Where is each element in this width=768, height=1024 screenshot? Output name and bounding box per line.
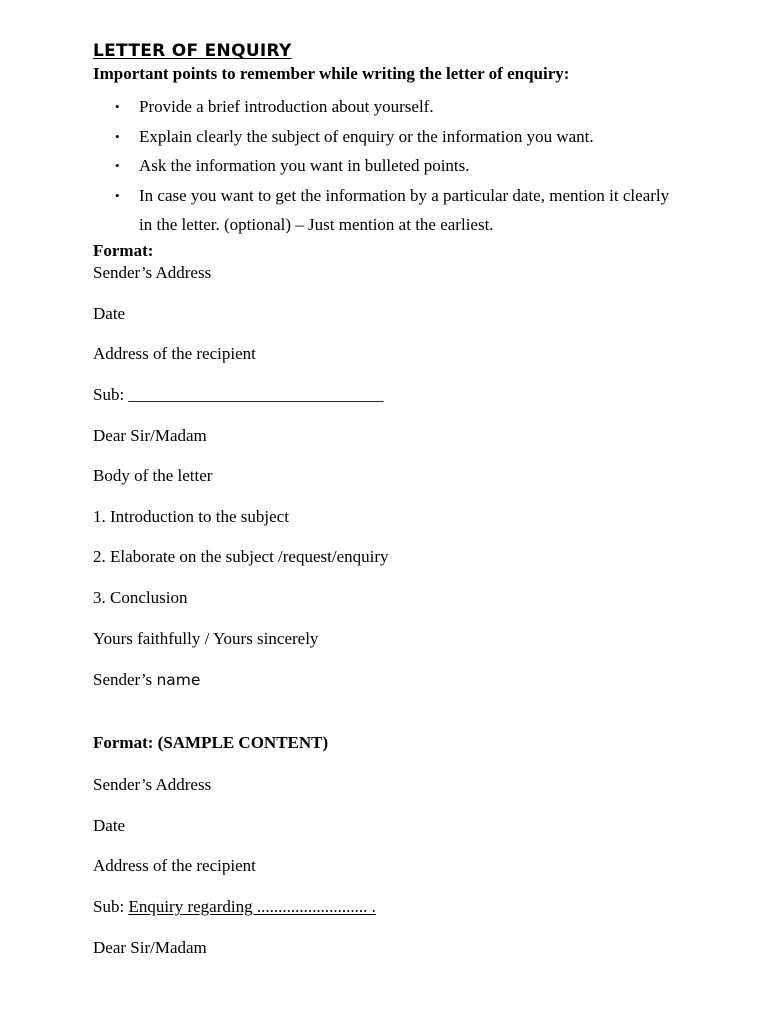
sample-date: Date (93, 816, 126, 835)
sample-subject (93, 897, 376, 917)
sample-senders-address: Sender’s Address (93, 775, 212, 794)
senders-name-suffix: name (156, 671, 201, 689)
list-item-text: In case you want to get the information by a particular date, mention it clearly in the letter. (optional) – Just mention at the earliest. (139, 185, 670, 234)
list-item-text: Provide a brief introduction about yourself. (139, 97, 434, 116)
document-title: LETTER OF ENQUIRY (93, 41, 292, 61)
format-subject: Sub: ______________________________ (93, 385, 384, 404)
bullet-icon: • (115, 128, 120, 144)
sample-recipient-address: Address of the recipient (93, 856, 256, 875)
format-salutation: Dear Sir/Madam (93, 426, 207, 445)
list-item-text: Explain clearly the subject of enquiry or the information you want. (139, 126, 594, 146)
bullet-icon: • (115, 187, 120, 203)
document-subtitle: Important points to remember while writing the letter of enquiry: (93, 64, 570, 83)
sample-subject-text: Enquiry regarding .......................... . (128, 897, 376, 916)
list-item (93, 151, 673, 181)
list-item-text: Ask the information you want in bulleted points. (139, 156, 470, 175)
format-step-2: 2. Elaborate on the subject /request/enquiry (93, 547, 389, 566)
list-item (93, 92, 673, 122)
format-senders-name (93, 670, 200, 690)
format-recipient-address: Address of the recipient (93, 344, 256, 363)
format-body: Body of the letter (93, 466, 213, 485)
sample-subject-prefix: Sub: (93, 897, 129, 916)
format-senders-address: Sender’s Address (93, 263, 212, 282)
list-item (93, 181, 673, 240)
bullet-icon: • (115, 99, 120, 114)
list-item (93, 122, 673, 152)
key-points-list (93, 92, 673, 240)
bullet-icon: • (115, 158, 120, 173)
sample-salutation: Dear Sir/Madam (93, 938, 207, 957)
format-step-1: 1. Introduction to the subject (93, 507, 289, 526)
format-closing: Yours faithfully / Yours sincerely (93, 629, 319, 648)
format-date: Date (93, 304, 126, 323)
format-step-3: 3. Conclusion (93, 588, 188, 607)
format-heading: Format: (93, 241, 154, 260)
sample-heading: Format: (SAMPLE CONTENT) (93, 733, 329, 752)
senders-name-prefix: Sender’s (93, 670, 157, 689)
